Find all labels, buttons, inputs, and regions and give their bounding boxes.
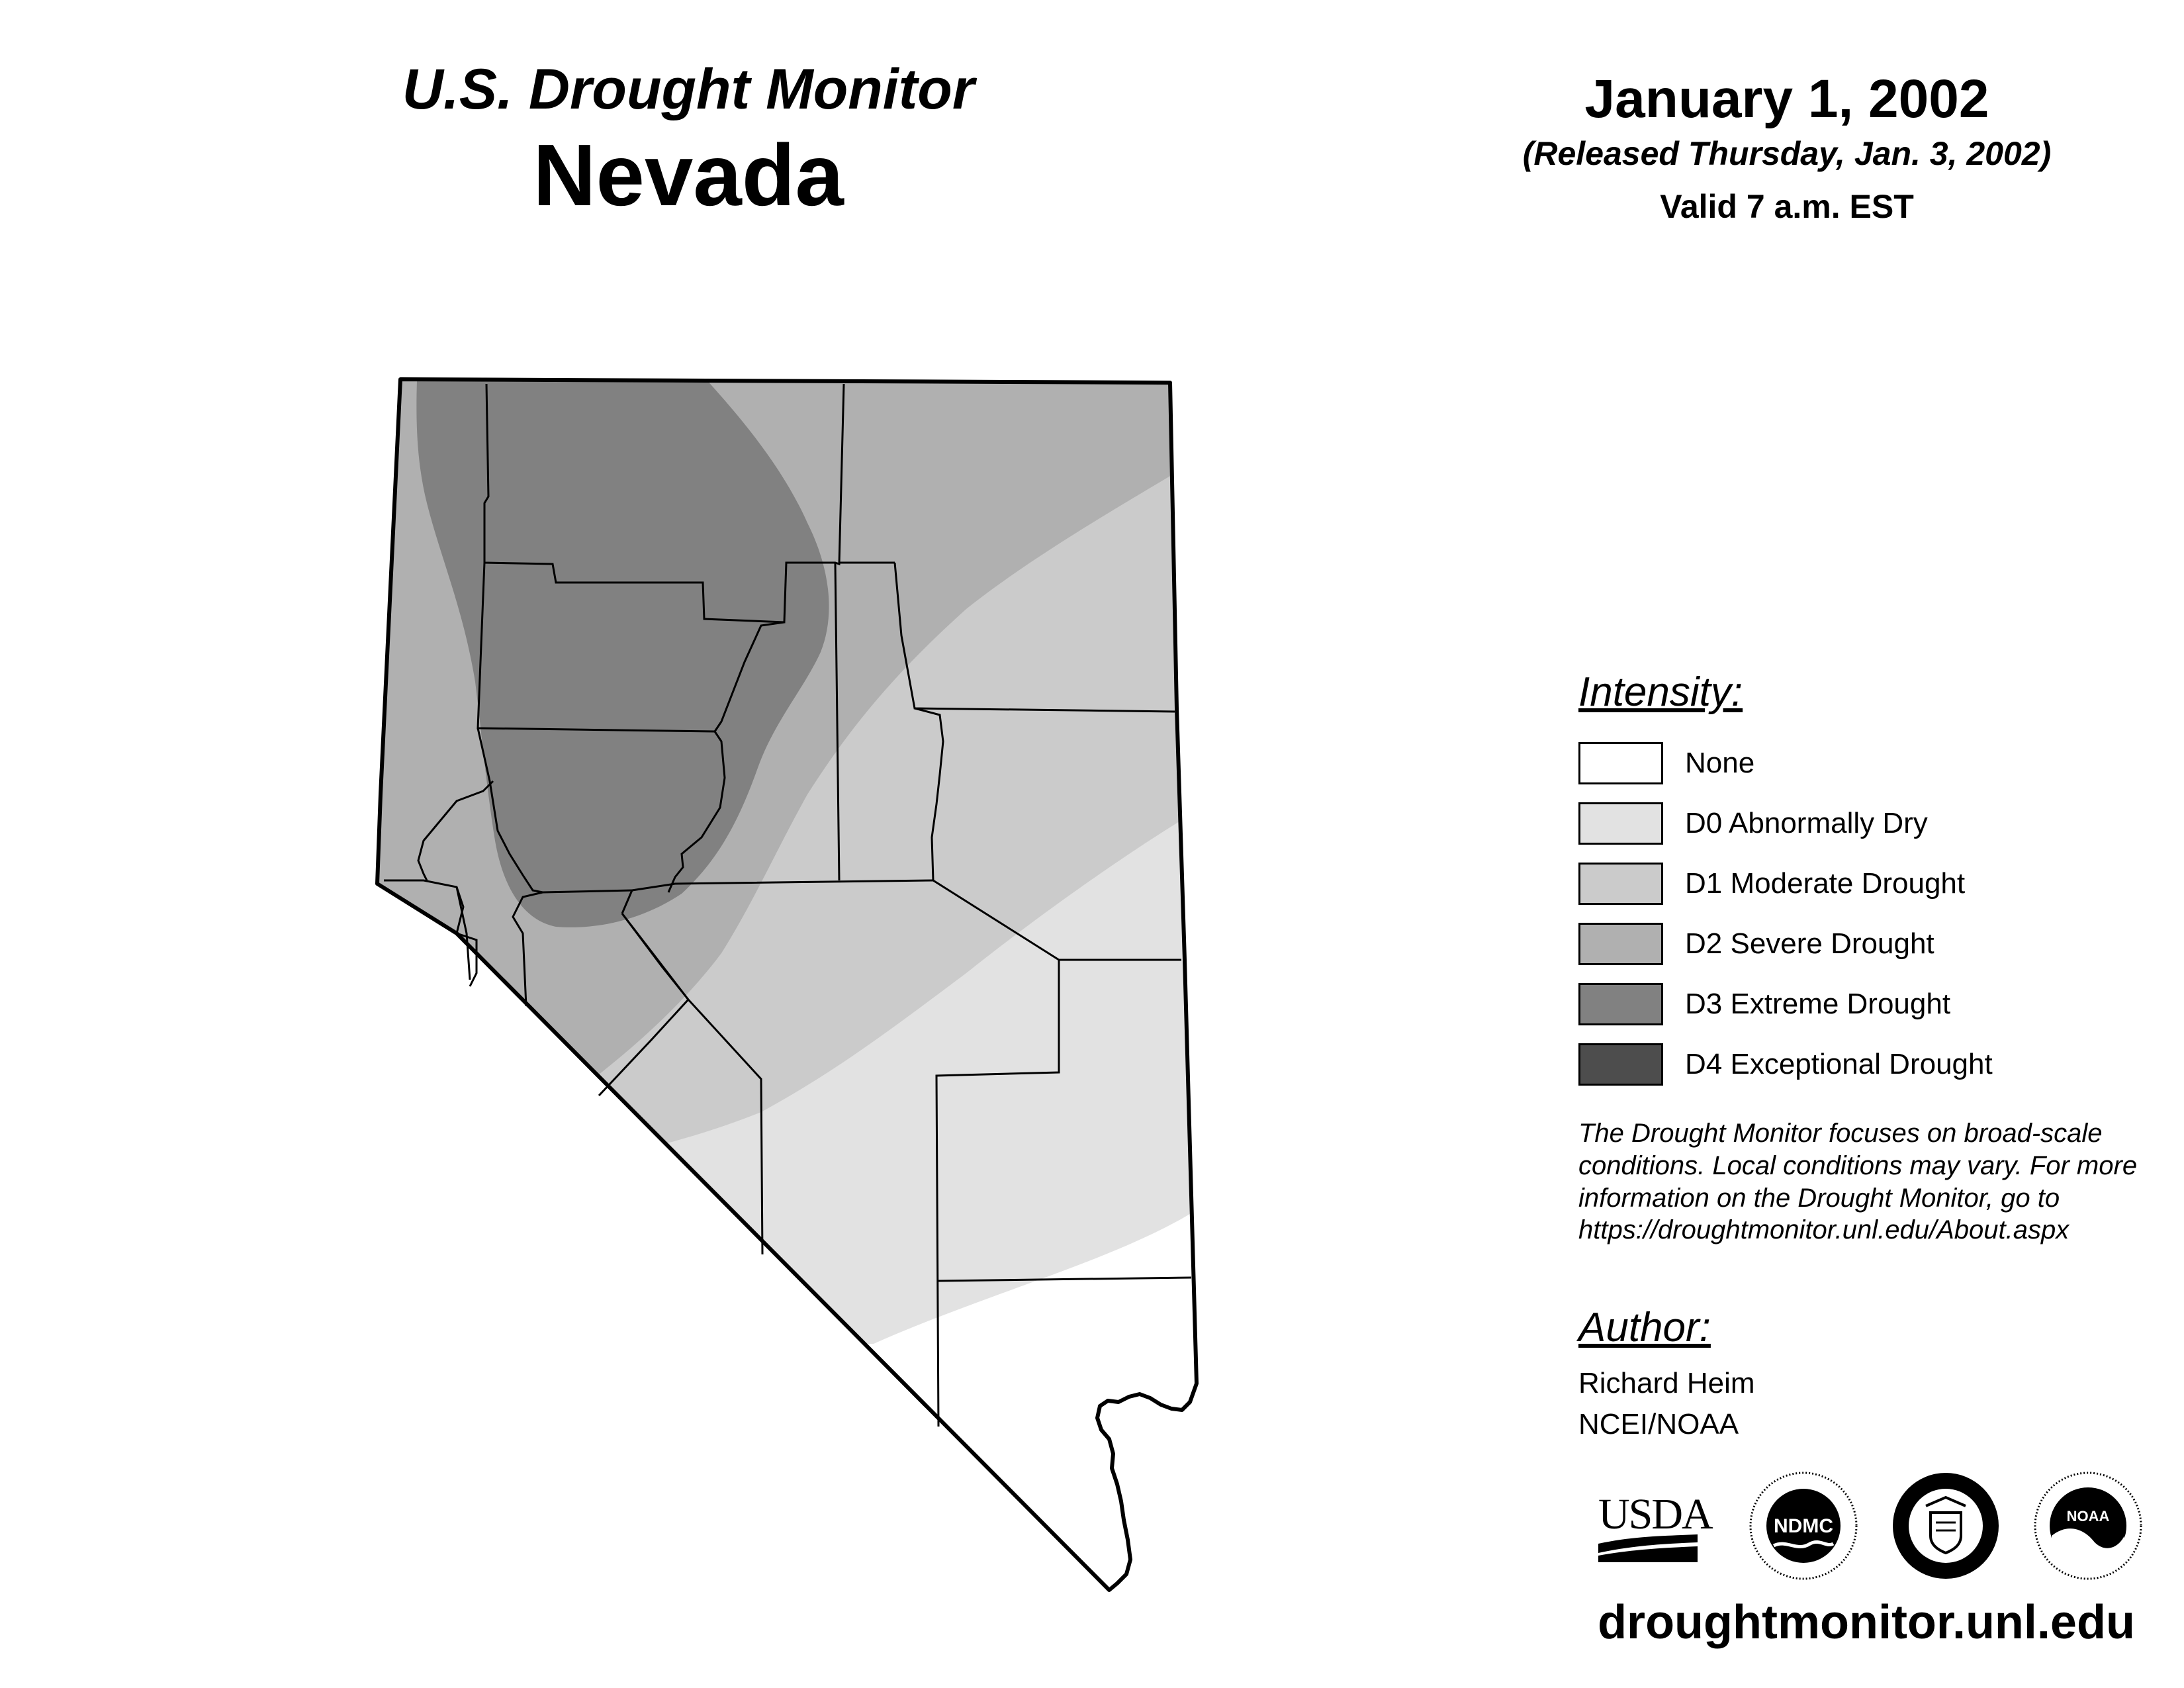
legend-swatch bbox=[1578, 863, 1663, 905]
partner-logos bbox=[1588, 1470, 2158, 1589]
drought-areas bbox=[331, 371, 1205, 1344]
legend-swatch bbox=[1578, 983, 1663, 1025]
legend-item-d3 bbox=[1578, 974, 2161, 1034]
legend-swatch bbox=[1578, 742, 1663, 784]
state-name: Nevada bbox=[533, 126, 844, 224]
author-block bbox=[1578, 1304, 2108, 1444]
map-date: January 1, 2002 bbox=[1584, 69, 1989, 129]
legend-item-d4 bbox=[1578, 1034, 2161, 1094]
noaa-text: NOAA bbox=[2066, 1508, 2110, 1524]
ndmc-text: NDMC bbox=[1774, 1515, 1833, 1537]
legend-item-none bbox=[1578, 733, 2161, 793]
usda-wave-icon bbox=[1588, 1470, 1707, 1582]
legend-swatch bbox=[1578, 1043, 1663, 1086]
usda-logo-text: USDA bbox=[1598, 1490, 1712, 1538]
commerce-seal bbox=[1889, 1470, 2002, 1582]
note-link[interactable]: https://droughtmonitor.unl.edu/About.aspx bbox=[1578, 1215, 2070, 1245]
map-title: U.S. Drought Monitor bbox=[402, 58, 975, 121]
legend-label: D3 Extreme Drought bbox=[1685, 987, 1951, 1020]
release-date: (Released Thursday, Jan. 3, 2002) bbox=[1522, 135, 2052, 173]
author-title: Author: bbox=[1578, 1305, 1711, 1350]
note-line: information on the Drought Monitor, go to bbox=[1578, 1183, 2060, 1213]
usda-logo bbox=[1588, 1470, 1712, 1582]
legend-label: D0 Abnormally Dry bbox=[1685, 806, 1928, 839]
website-url[interactable]: droughtmonitor.unl.edu bbox=[1598, 1596, 2135, 1649]
legend-title: Intensity: bbox=[1578, 669, 1743, 715]
legend-swatch bbox=[1578, 923, 1663, 965]
legend-label: D2 Severe Drought bbox=[1685, 927, 1934, 960]
legend-label: D1 Moderate Drought bbox=[1685, 867, 1966, 900]
legend-label: None bbox=[1685, 746, 1755, 779]
legend-item-d2 bbox=[1578, 914, 2161, 974]
disclaimer-note bbox=[1578, 1117, 2174, 1246]
legend-item-d0 bbox=[1578, 793, 2161, 853]
ndmc-logo bbox=[1747, 1470, 1860, 1582]
valid-time: Valid 7 a.m. EST bbox=[1660, 188, 1914, 226]
legend-label: D4 Exceptional Drought bbox=[1685, 1047, 1993, 1080]
legend-item-d1 bbox=[1578, 853, 2161, 914]
legend-swatch bbox=[1578, 802, 1663, 845]
author-name: Richard Heim bbox=[1578, 1367, 1755, 1399]
note-line: The Drought Monitor focuses on broad-scale bbox=[1578, 1119, 2103, 1148]
author-org: NCEI/NOAA bbox=[1578, 1407, 1739, 1440]
noaa-logo bbox=[2032, 1470, 2144, 1582]
note-line: conditions. Local conditions may vary. For more bbox=[1578, 1150, 2138, 1180]
legend bbox=[1578, 669, 2161, 1094]
